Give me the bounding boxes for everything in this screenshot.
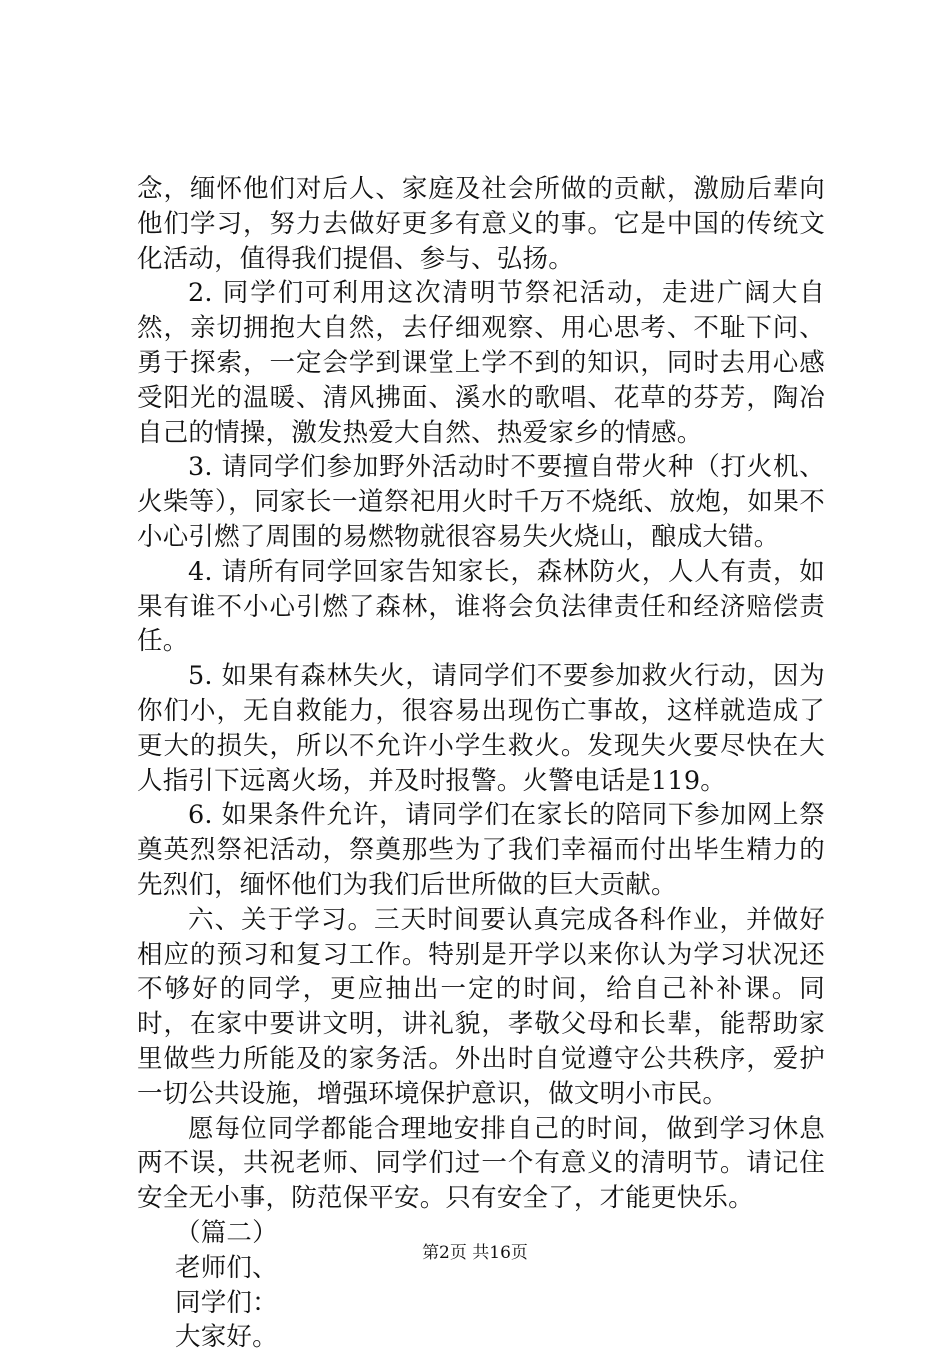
greeting-everyone: 大家好。 — [175, 1322, 278, 1353]
section-heading-part-two: （篇二） — [175, 1217, 278, 1248]
paragraph-item-5: 5. 如果有森林失火，请同学们不要参加救火行动，因为你们小，无自救能力，很容易出现伤亡事故，这样就造成了更大的损失，所以不允许小学生救火。发现失火要尽快在大人指引下远离火场，并及时报警。火警电话是119。 — [137, 661, 825, 796]
paragraph-closing: 愿每位同学都能合理地安排自己的时间，做到学习休息两不误，共祝老师、同学们过一个有意义的清明节。请记住安全无小事，防范保平安。只有安全了，才能更快乐。 — [137, 1113, 825, 1214]
greeting-students: 同学们： — [175, 1287, 278, 1318]
page-footer: 第2页 共16页 — [422, 1243, 528, 1263]
paragraph-item-6: 6. 如果条件允许，请同学们在家长的陪同下参加网上祭奠英烈祭祀活动，祭奠那些为了我们幸福而付出毕生精力的先烈们，缅怀他们为我们后世所做的巨大贡献。 — [137, 800, 825, 900]
greeting-teachers: 老师们、 — [175, 1252, 278, 1283]
paragraph-study: 六、关于学习。三天时间要认真完成各科作业，并做好相应的预习和复习工作。特别是开学以来你认为学习状况还不够好的同学，更应抽出一定的时间，给自己补补课。同时，在家中要讲文明，讲礼貌，孝敬父母和长辈，能帮助家里做些力所能及的家务活。外出时自觉遵守公共秩序，爱护一切公共设施，增强环境保护意识，做文明小市民。 — [137, 904, 825, 1109]
document-body — [137, 172, 825, 1355]
paragraph-item-3: 3. 请同学们参加野外活动时不要擅自带火种（打火机、火柴等），同家长一道祭祀用火时千万不烧纸、放炮，如果不小心引燃了周围的易燃物就很容易失火烧山，酿成大错。 — [137, 452, 825, 552]
paragraph-item-2: 2. 同学们可利用这次清明节祭祀活动，走进广阔大自然，亲切拥抱大自然，去仔细观察、用心思考、不耻下问、勇于探索，一定会学到课堂上学不到的知识，同时去用心感受阳光的温暖、清风拂面、溪水的歌唱、花草的芬芳，陶冶自己的情操，激发热爱大自然、热爱家乡的情感。 — [137, 278, 825, 448]
paragraph-continuation: 念，缅怀他们对后人、家庭及社会所做的贡献，激励后辈向他们学习，努力去做好更多有意义的事。它是中国的传统文化活动，值得我们提倡、参与、弘扬。 — [137, 174, 825, 274]
paragraph-item-4: 4. 请所有同学回家告知家长，森林防火，人人有责，如果有谁不小心引燃了森林，谁将会负法律责任和经济赔偿责任。 — [137, 556, 825, 657]
